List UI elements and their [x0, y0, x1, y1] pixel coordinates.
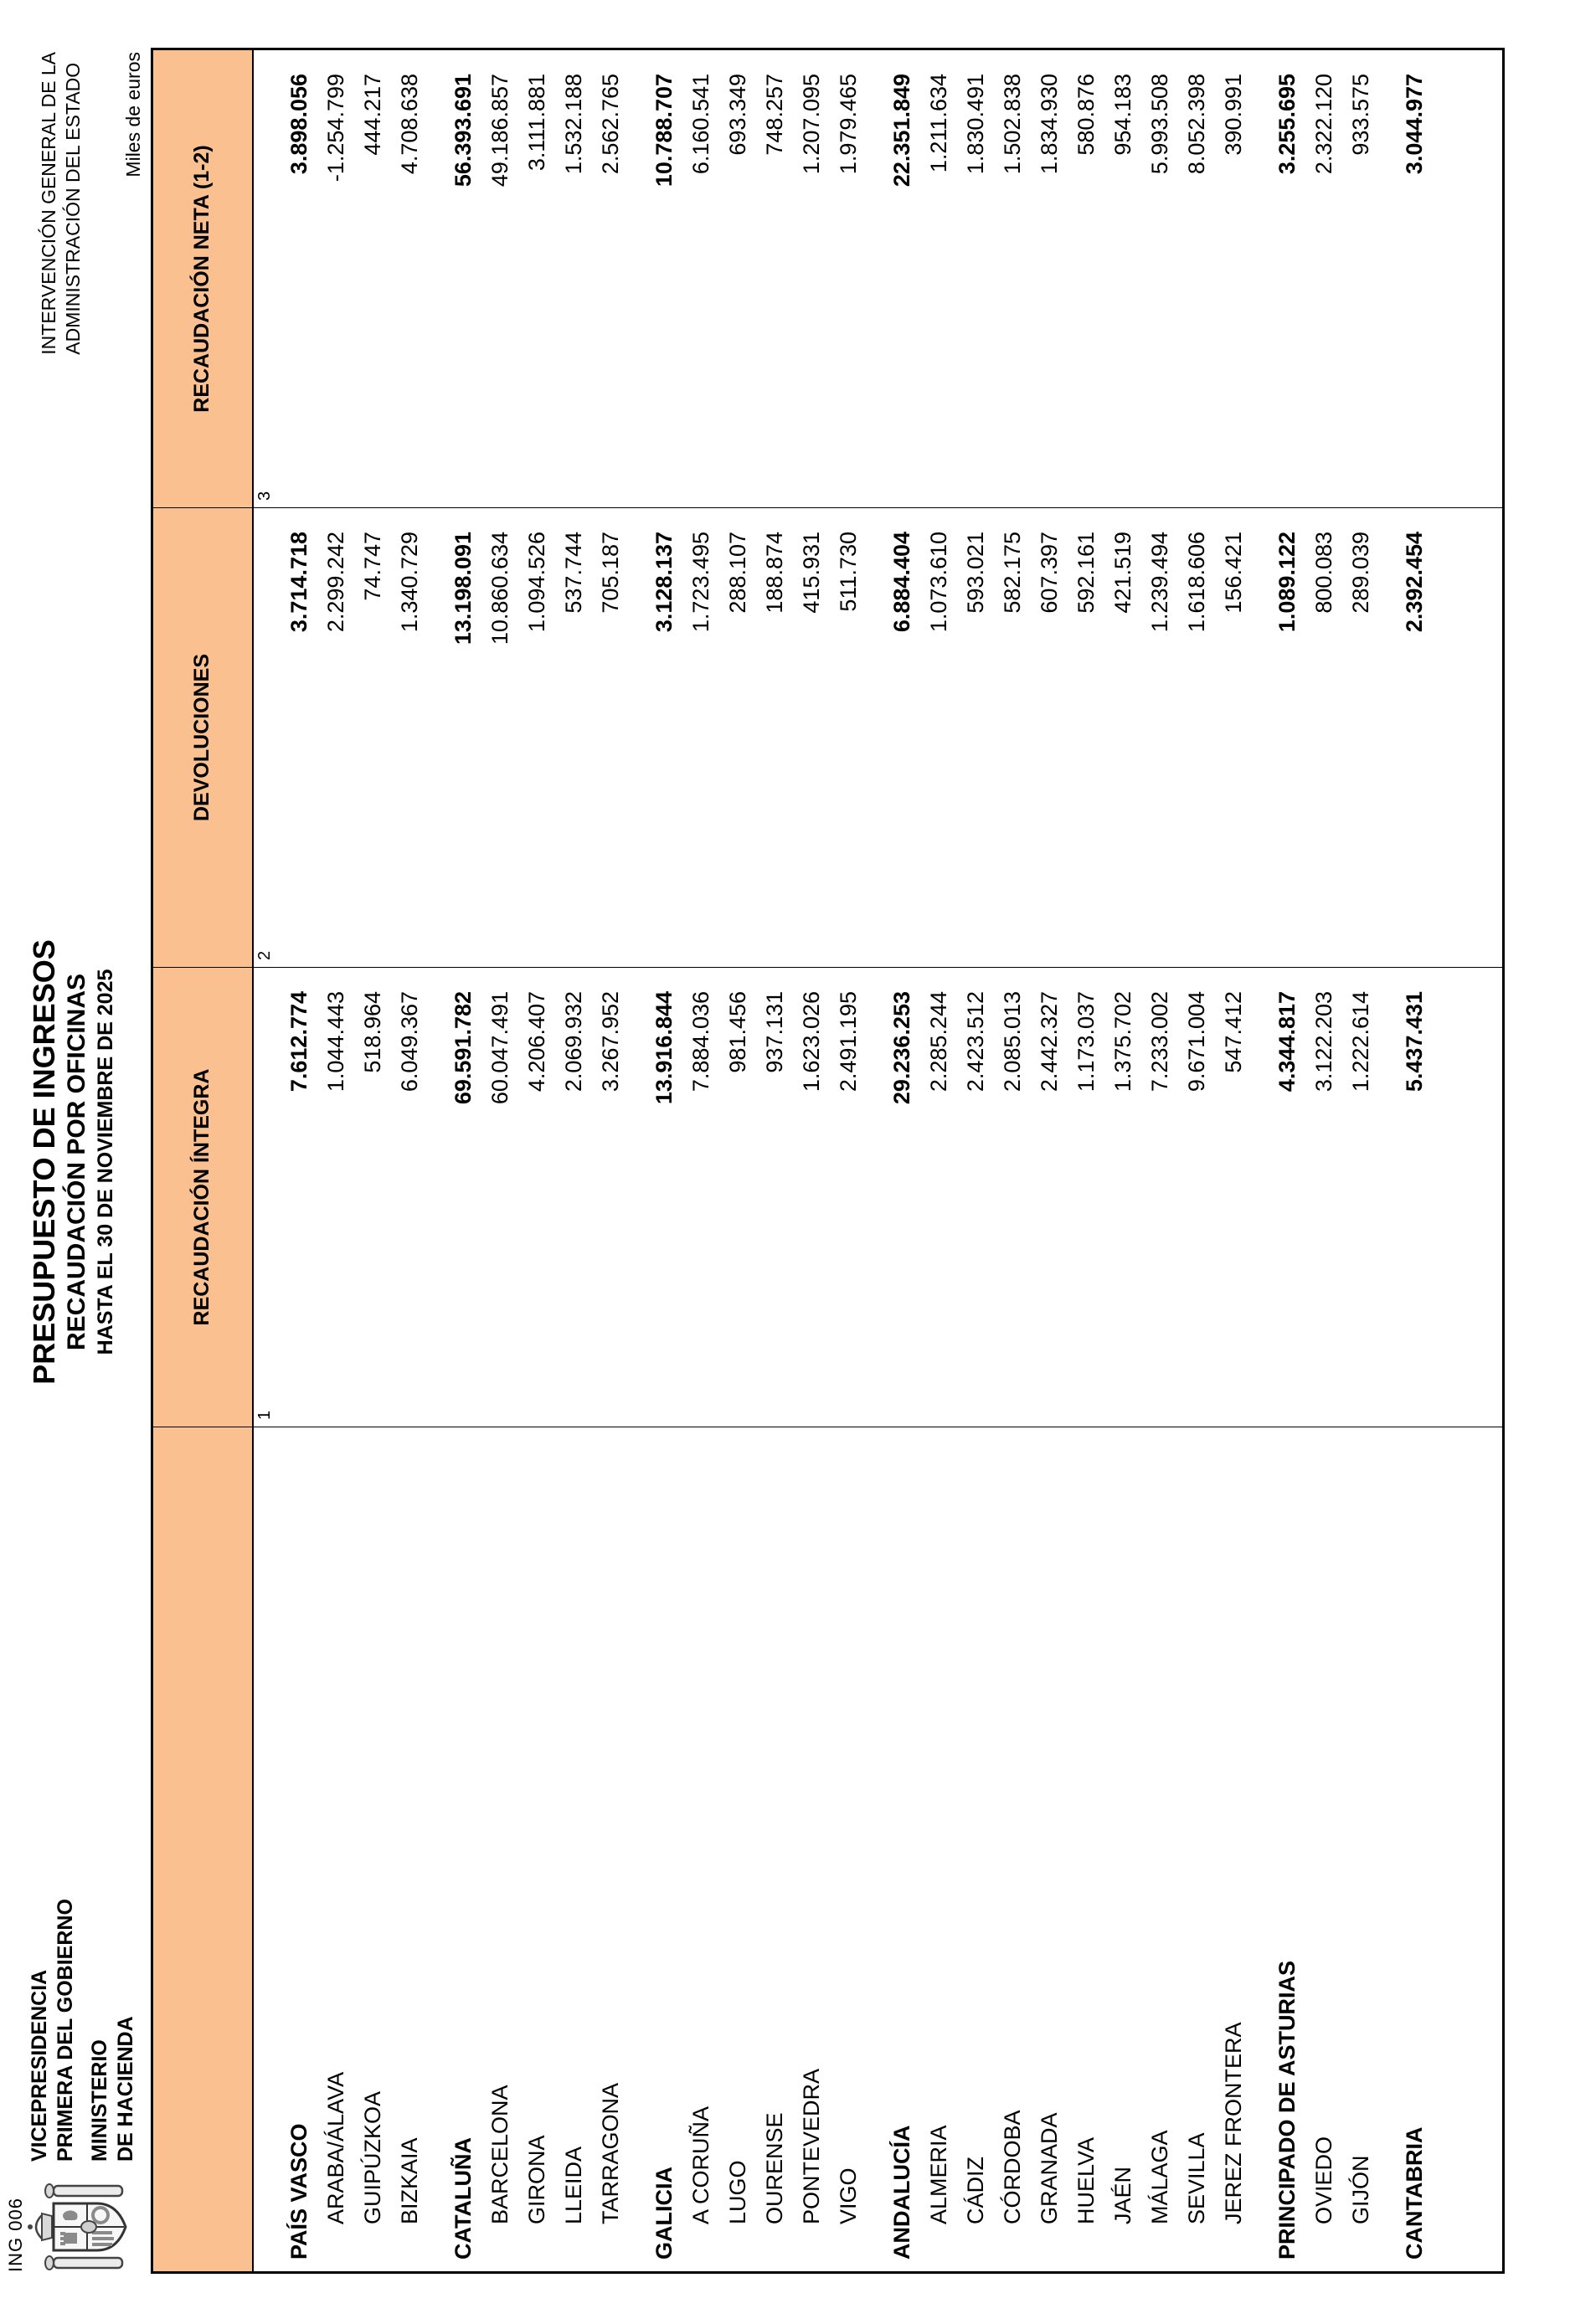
- table-header-row: [152, 49, 253, 2273]
- ministry-line: DE HACIENDA: [114, 2016, 137, 2162]
- cell-office-name: ANDALUCÍA: [889, 2125, 914, 2260]
- cell-office-name: LLEIDA: [561, 2146, 586, 2224]
- cell-recaudacion-neta: 954.183: [1105, 49, 1142, 508]
- cell-recaudacion-neta: 1.979.465: [831, 49, 867, 508]
- cell-office-name: PRINCIPADO DE ASTURIAS: [1274, 1960, 1300, 2260]
- cell-recaudacion-integra: 4.344.817: [1269, 968, 1306, 1427]
- table-row: [646, 49, 683, 2273]
- spacer-cell: [867, 1427, 884, 2273]
- table-spacer-row: [1253, 49, 1269, 2273]
- cell-devoluciones: 1.089.122: [1269, 508, 1306, 968]
- cell-office-name: CÓRDOBA: [1000, 2110, 1025, 2224]
- cell-devoluciones: 188.874: [757, 508, 794, 968]
- cell-recaudacion-neta: 3.898.056: [281, 49, 318, 508]
- table-row: [1306, 49, 1343, 2273]
- cell-recaudacion-neta: 2.322.120: [1306, 49, 1343, 508]
- spain-coat-of-arms-icon: [25, 2183, 145, 2270]
- cell-recaudacion-neta: 3.255.695: [1269, 49, 1306, 508]
- spacer-cell: [1434, 49, 1504, 508]
- cell-recaudacion-neta: 49.186.857: [482, 49, 519, 508]
- cell-devoluciones: 1.094.526: [519, 508, 556, 968]
- cell-recaudacion-integra: 518.964: [355, 968, 392, 1427]
- table-row: [794, 49, 831, 2273]
- table-row: [884, 49, 921, 2273]
- table-row: [1032, 49, 1068, 2273]
- spacer-cell: [1253, 968, 1269, 1427]
- column-header-neta: RECAUDACIÓN NETA (1-2): [152, 49, 253, 508]
- table-row: [757, 49, 794, 2273]
- title-date: HASTA EL 30 DE NOVIEMBRE DE 2025: [94, 969, 117, 1355]
- cell-office-name: VIGO: [836, 2167, 861, 2224]
- cell-recaudacion-integra: 13.916.844: [646, 968, 683, 1427]
- cell-recaudacion-integra: 2.442.327: [1032, 968, 1068, 1427]
- cell-office-name: HUELVA: [1073, 2136, 1099, 2224]
- table-row: [1397, 49, 1434, 2273]
- cell-recaudacion-integra: 3.122.203: [1306, 968, 1343, 1427]
- cell-devoluciones: 74.747: [355, 508, 392, 968]
- cell-recaudacion-neta: 1.834.930: [1032, 49, 1068, 508]
- cell-office-name: LUGO: [725, 2160, 750, 2224]
- cell-recaudacion-neta: 390.991: [1216, 49, 1253, 508]
- cell-devoluciones: 6.884.404: [884, 508, 921, 968]
- ministry-line: VICEPRESIDENCIA: [28, 1969, 51, 2162]
- cell-recaudacion-integra: 4.206.407: [519, 968, 556, 1427]
- table-row: [1179, 49, 1216, 2273]
- table-row: [593, 49, 630, 2273]
- table-row: [1343, 49, 1380, 2273]
- cell-recaudacion-integra: 29.236.253: [884, 968, 921, 1427]
- cell-recaudacion-integra: 981.456: [720, 968, 757, 1427]
- table-spacer-row: [630, 49, 646, 2273]
- agency-header: [37, 52, 85, 355]
- cell-recaudacion-neta: 1.830.491: [958, 49, 995, 508]
- cell-recaudacion-integra: 2.085.013: [995, 968, 1032, 1427]
- cell-office-name: JEREZ FRONTERA: [1221, 2022, 1246, 2224]
- cell-recaudacion-neta: 748.257: [757, 49, 794, 508]
- column-header-integra: RECAUDACIÓN ÍNTEGRA: [152, 968, 253, 1427]
- spacer-cell: [630, 49, 646, 508]
- cell-recaudacion-neta: 693.349: [720, 49, 757, 508]
- cell-devoluciones: 3.714.718: [281, 508, 318, 968]
- cell-office-name: PAÍS VASCO: [286, 2123, 311, 2260]
- cell-recaudacion-neta: 4.708.638: [392, 49, 429, 508]
- cell-recaudacion-neta: 444.217: [355, 49, 392, 508]
- cell-devoluciones: 582.175: [995, 508, 1032, 968]
- cell-office-name: BIZKAIA: [397, 2137, 422, 2224]
- column-number-row: [253, 49, 281, 2273]
- spacer-cell: [1380, 968, 1397, 1427]
- column-number-empty: [253, 1427, 281, 2273]
- cell-recaudacion-neta: 1.502.838: [995, 49, 1032, 508]
- cell-devoluciones: 2.392.454: [1397, 508, 1434, 968]
- cell-recaudacion-neta: 3.111.881: [519, 49, 556, 508]
- cell-office-name: CATALUÑA: [450, 2137, 476, 2260]
- cell-recaudacion-neta: 22.351.849: [884, 49, 921, 508]
- cell-recaudacion-integra: 6.049.367: [392, 968, 429, 1427]
- cell-office-name: A CORUÑA: [688, 2105, 713, 2224]
- cell-recaudacion-neta: 5.993.508: [1142, 49, 1179, 508]
- cell-devoluciones: 156.421: [1216, 508, 1253, 968]
- column-number-3: 3: [253, 49, 281, 508]
- table-row: [1216, 49, 1253, 2273]
- spacer-cell: [1253, 508, 1269, 968]
- cell-recaudacion-integra: 3.267.952: [593, 968, 630, 1427]
- cell-office-name: ALMERIA: [926, 2125, 951, 2224]
- table-row: [281, 49, 318, 2273]
- agency-line: INTERVENCIÓN GENERAL DE LA: [38, 52, 59, 355]
- table-row: [556, 49, 593, 2273]
- table-row: [445, 49, 482, 2273]
- cell-recaudacion-integra: 1.173.037: [1068, 968, 1105, 1427]
- spacer-cell: [429, 508, 445, 968]
- spacer-cell: [867, 508, 884, 968]
- table-row: [482, 49, 519, 2273]
- cell-recaudacion-neta: 1.207.095: [794, 49, 831, 508]
- cell-office-name: CÁDIZ: [963, 2157, 988, 2224]
- spacer-cell: [1434, 968, 1504, 1427]
- cell-recaudacion-neta: 2.562.765: [593, 49, 630, 508]
- cell-recaudacion-integra: 7.884.036: [683, 968, 720, 1427]
- ministry-name: [25, 1899, 139, 2162]
- cell-devoluciones: 705.187: [593, 508, 630, 968]
- cell-devoluciones: 1.340.729: [392, 508, 429, 968]
- cell-office-name: JAÉN: [1110, 2166, 1135, 2224]
- cell-recaudacion-integra: 9.671.004: [1179, 968, 1216, 1427]
- title-main: PRESUPUESTO DE INGRESOS: [27, 939, 61, 1385]
- table-spacer-row: [1380, 49, 1397, 2273]
- cell-recaudacion-integra: 69.591.782: [445, 968, 482, 1427]
- table-spacer-row: [867, 49, 884, 2273]
- cell-devoluciones: 289.039: [1343, 508, 1380, 968]
- cell-devoluciones: 592.161: [1068, 508, 1105, 968]
- column-number-1: 1: [253, 968, 281, 1427]
- cell-devoluciones: 1.239.494: [1142, 508, 1179, 968]
- table-row: [1105, 49, 1142, 2273]
- ministry-header: [25, 1899, 145, 2270]
- cell-office-name: GALICIA: [651, 2167, 677, 2260]
- cell-office-name: TARRAGONA: [598, 2082, 623, 2224]
- cell-recaudacion-integra: 1.623.026: [794, 968, 831, 1427]
- table-row: [355, 49, 392, 2273]
- cell-devoluciones: 593.021: [958, 508, 995, 968]
- cell-devoluciones: 288.107: [720, 508, 757, 968]
- spacer-cell: [429, 1427, 445, 2273]
- spacer-cell: [867, 49, 884, 508]
- cell-recaudacion-neta: 6.160.541: [683, 49, 720, 508]
- table-spacer-row: [429, 49, 445, 2273]
- cell-recaudacion-neta: 933.575: [1343, 49, 1380, 508]
- cell-office-name: ARABA/ÁLAVA: [323, 2071, 348, 2224]
- cell-devoluciones: 1.723.495: [683, 508, 720, 968]
- cell-recaudacion-integra: 60.047.491: [482, 968, 519, 1427]
- cell-recaudacion-neta: -1.254.799: [318, 49, 355, 508]
- table-row: [318, 49, 355, 2273]
- spacer-cell: [1380, 1427, 1397, 2273]
- cell-recaudacion-integra: 2.285.244: [921, 968, 958, 1427]
- cell-devoluciones: 511.730: [831, 508, 867, 968]
- cell-office-name: PONTEVEDRA: [799, 2068, 824, 2224]
- cell-office-name: OVIEDO: [1311, 2136, 1336, 2224]
- cell-office-name: SEVILLA: [1184, 2132, 1209, 2224]
- cell-office-name: MÁLAGA: [1147, 2130, 1172, 2224]
- spacer-cell: [630, 1427, 646, 2273]
- cell-devoluciones: 421.519: [1105, 508, 1142, 968]
- cell-devoluciones: 3.128.137: [646, 508, 683, 968]
- spacer-cell: [630, 508, 646, 968]
- cell-devoluciones: 800.083: [1306, 508, 1343, 968]
- agency-line: ADMINISTRACIÓN DEL ESTADO: [62, 62, 84, 355]
- cell-devoluciones: 10.860.634: [482, 508, 519, 968]
- spacer-cell: [1434, 1427, 1504, 2273]
- cell-devoluciones: 415.931: [794, 508, 831, 968]
- ministry-line: MINISTERIO: [88, 2039, 111, 2162]
- spacer-cell: [1253, 1427, 1269, 2273]
- column-header-devoluciones: DEVOLUCIONES: [152, 508, 253, 968]
- cell-recaudacion-neta: 1.532.188: [556, 49, 593, 508]
- table-row: [1269, 49, 1306, 2273]
- units-note: Miles de euros: [122, 52, 144, 177]
- ministry-line: PRIMERA DEL GOBIERNO: [54, 1899, 77, 2162]
- cell-recaudacion-integra: 2.423.512: [958, 968, 995, 1427]
- table-row: [720, 49, 757, 2273]
- cell-office-name: BARCELONA: [487, 2085, 512, 2224]
- table-row: [921, 49, 958, 2273]
- cell-recaudacion-neta: 3.044.977: [1397, 49, 1434, 508]
- spacer-cell: [429, 49, 445, 508]
- cell-recaudacion-integra: 547.412: [1216, 968, 1253, 1427]
- column-number-2: 2: [253, 508, 281, 968]
- table-row: [683, 49, 720, 2273]
- spacer-cell: [1380, 508, 1397, 968]
- table-row: [392, 49, 429, 2273]
- spacer-cell: [429, 968, 445, 1427]
- cell-recaudacion-integra: 7.612.774: [281, 968, 318, 1427]
- cell-recaudacion-neta: 56.393.691: [445, 49, 482, 508]
- cell-recaudacion-integra: 1.222.614: [1343, 968, 1380, 1427]
- cell-recaudacion-neta: 10.788.707: [646, 49, 683, 508]
- cell-recaudacion-integra: 1.375.702: [1105, 968, 1142, 1427]
- cell-recaudacion-neta: 8.052.398: [1179, 49, 1216, 508]
- table-row: [519, 49, 556, 2273]
- cell-office-name: OURENSE: [762, 2112, 787, 2224]
- form-code: ING 006: [5, 2198, 26, 2272]
- cell-office-name: GIRONA: [524, 2135, 549, 2224]
- cell-office-name: CANTABRIA: [1402, 2126, 1427, 2260]
- table-row: [958, 49, 995, 2273]
- table-row: [995, 49, 1032, 2273]
- cell-devoluciones: 1.618.606: [1179, 508, 1216, 968]
- cell-devoluciones: 537.744: [556, 508, 593, 968]
- cell-recaudacion-integra: 5.437.431: [1397, 968, 1434, 1427]
- cell-devoluciones: 607.397: [1032, 508, 1068, 968]
- cell-recaudacion-integra: 2.069.932: [556, 968, 593, 1427]
- cell-office-name: GUIPÚZKOA: [360, 2090, 385, 2224]
- cell-recaudacion-neta: 580.876: [1068, 49, 1105, 508]
- spacer-cell: [1253, 49, 1269, 508]
- spacer-cell: [630, 968, 646, 1427]
- title-sub: RECAUDACIÓN POR OFICINAS: [63, 974, 90, 1351]
- column-header-office: [152, 1427, 253, 2273]
- cell-recaudacion-neta: 1.211.634: [921, 49, 958, 508]
- table-row: [1142, 49, 1179, 2273]
- cell-devoluciones: 1.073.610: [921, 508, 958, 968]
- cell-recaudacion-integra: 937.131: [757, 968, 794, 1427]
- table-row: [831, 49, 867, 2273]
- table-spacer-row: [1434, 49, 1504, 2273]
- cell-devoluciones: 2.299.242: [318, 508, 355, 968]
- table-row: [1068, 49, 1105, 2273]
- spacer-cell: [1434, 508, 1504, 968]
- cell-devoluciones: 13.198.091: [445, 508, 482, 968]
- spacer-cell: [867, 968, 884, 1427]
- recaudacion-table: [151, 48, 1505, 2274]
- cell-office-name: GRANADA: [1037, 2112, 1062, 2224]
- cell-office-name: GIJÓN: [1348, 2155, 1373, 2224]
- cell-recaudacion-integra: 7.233.002: [1142, 968, 1179, 1427]
- cell-recaudacion-integra: 1.044.443: [318, 968, 355, 1427]
- cell-recaudacion-integra: 2.491.195: [831, 968, 867, 1427]
- document-title: [27, 939, 119, 1384]
- spacer-cell: [1380, 49, 1397, 508]
